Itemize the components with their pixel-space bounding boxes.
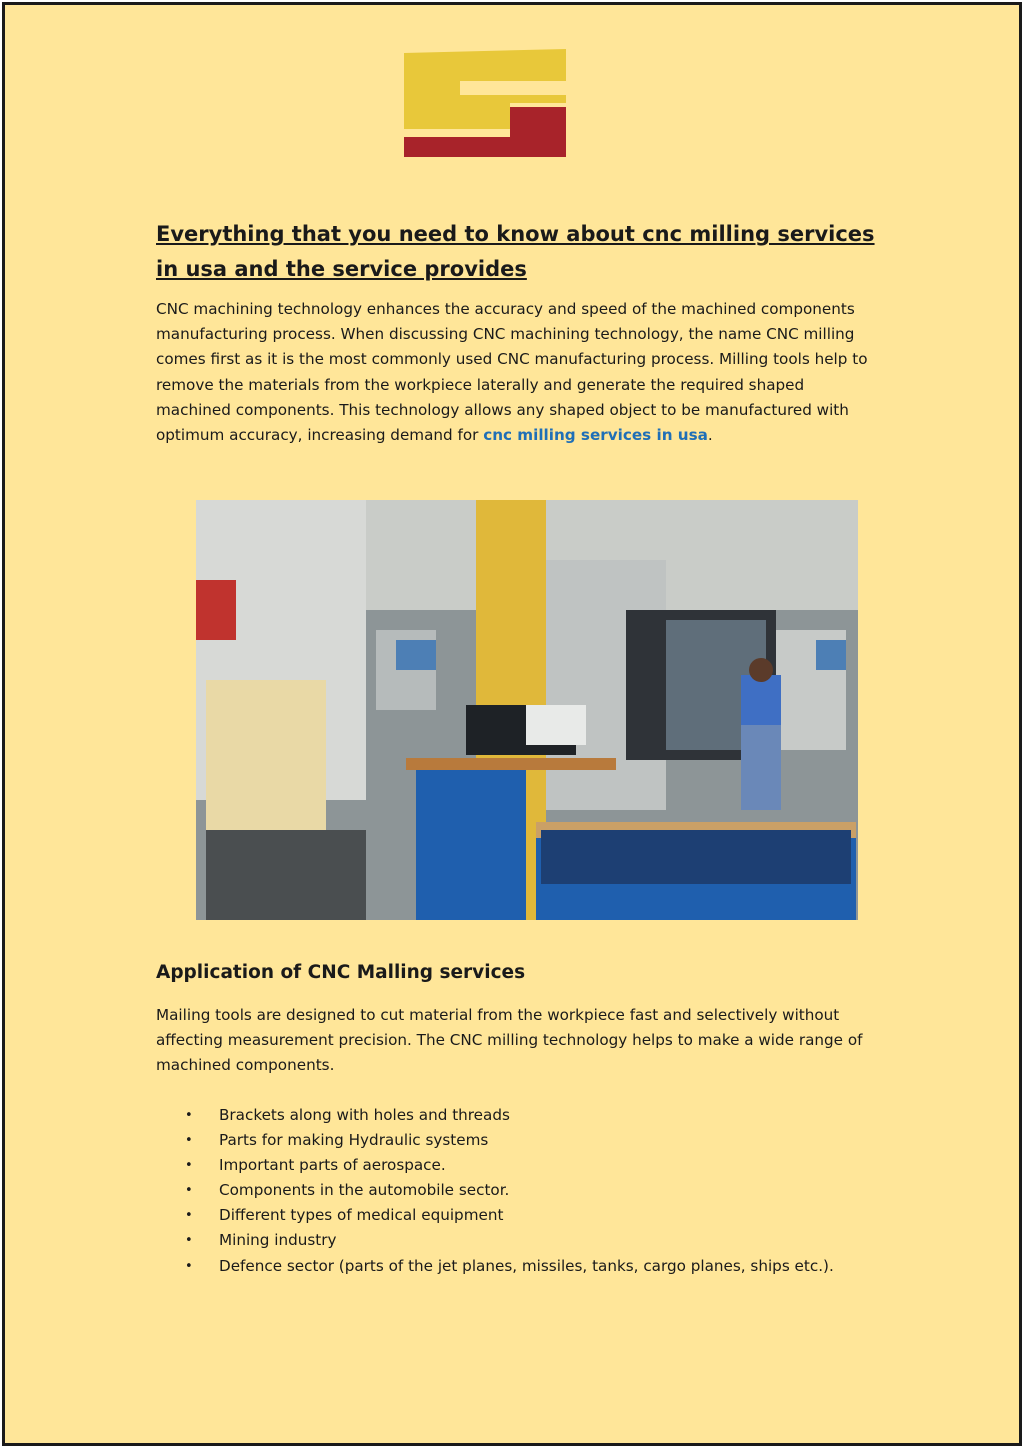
company-logo	[402, 45, 568, 159]
intro-paragraph	[156, 297, 881, 448]
cnc-workshop-photo	[196, 500, 858, 920]
list-item: • Components in the automobile sector.	[156, 1178, 881, 1203]
bullet-icon: •	[185, 1158, 193, 1174]
bullet-icon: •	[185, 1233, 193, 1249]
applications-list	[156, 1103, 881, 1279]
document-page	[2, 2, 1022, 1446]
bullet-icon: •	[185, 1258, 193, 1274]
article-title: Everything that you need to know about cnc milling services in usa and the service provides	[156, 222, 875, 281]
intro-text: CNC machining technology enhances the accuracy and speed of the machined components manufacturing process. When discussing CNC machining technology, the name CNC milling comes first as it is the most commonly used CNC manufacturing process. Milling tools help to remove the materials from the workpiece laterally and generate the required shaped machined components. This technology allows any shaped object to be manufactured with optimum accuracy, increasing demand for	[156, 300, 868, 445]
list-item: • Different types of medical equipment	[156, 1203, 881, 1228]
cnc-milling-link[interactable]: cnc milling services in usa	[483, 426, 708, 445]
list-item: • Defence sector (parts of the jet planes, missiles, tanks, cargo planes, ships etc.).	[156, 1254, 881, 1279]
section-paragraph: Mailing tools are designed to cut material from the workpiece fast and selectively without affecting measurement precision. The CNC milling technology helps to make a wide range of machined components.	[156, 1006, 863, 1075]
list-item: • Brackets along with holes and threads	[156, 1103, 881, 1128]
bullet-icon: •	[185, 1183, 193, 1199]
bullet-icon: •	[185, 1208, 193, 1224]
bullet-icon: •	[185, 1108, 193, 1123]
intro-end: .	[707, 426, 713, 445]
bullet-icon: •	[185, 1133, 193, 1149]
list-item: • Important parts of aerospace.	[156, 1153, 881, 1178]
section-heading: Application of CNC Malling services	[156, 962, 526, 983]
list-item: • Parts for making Hydraulic systems	[156, 1128, 881, 1153]
list-item: • Mining industry	[156, 1228, 881, 1253]
